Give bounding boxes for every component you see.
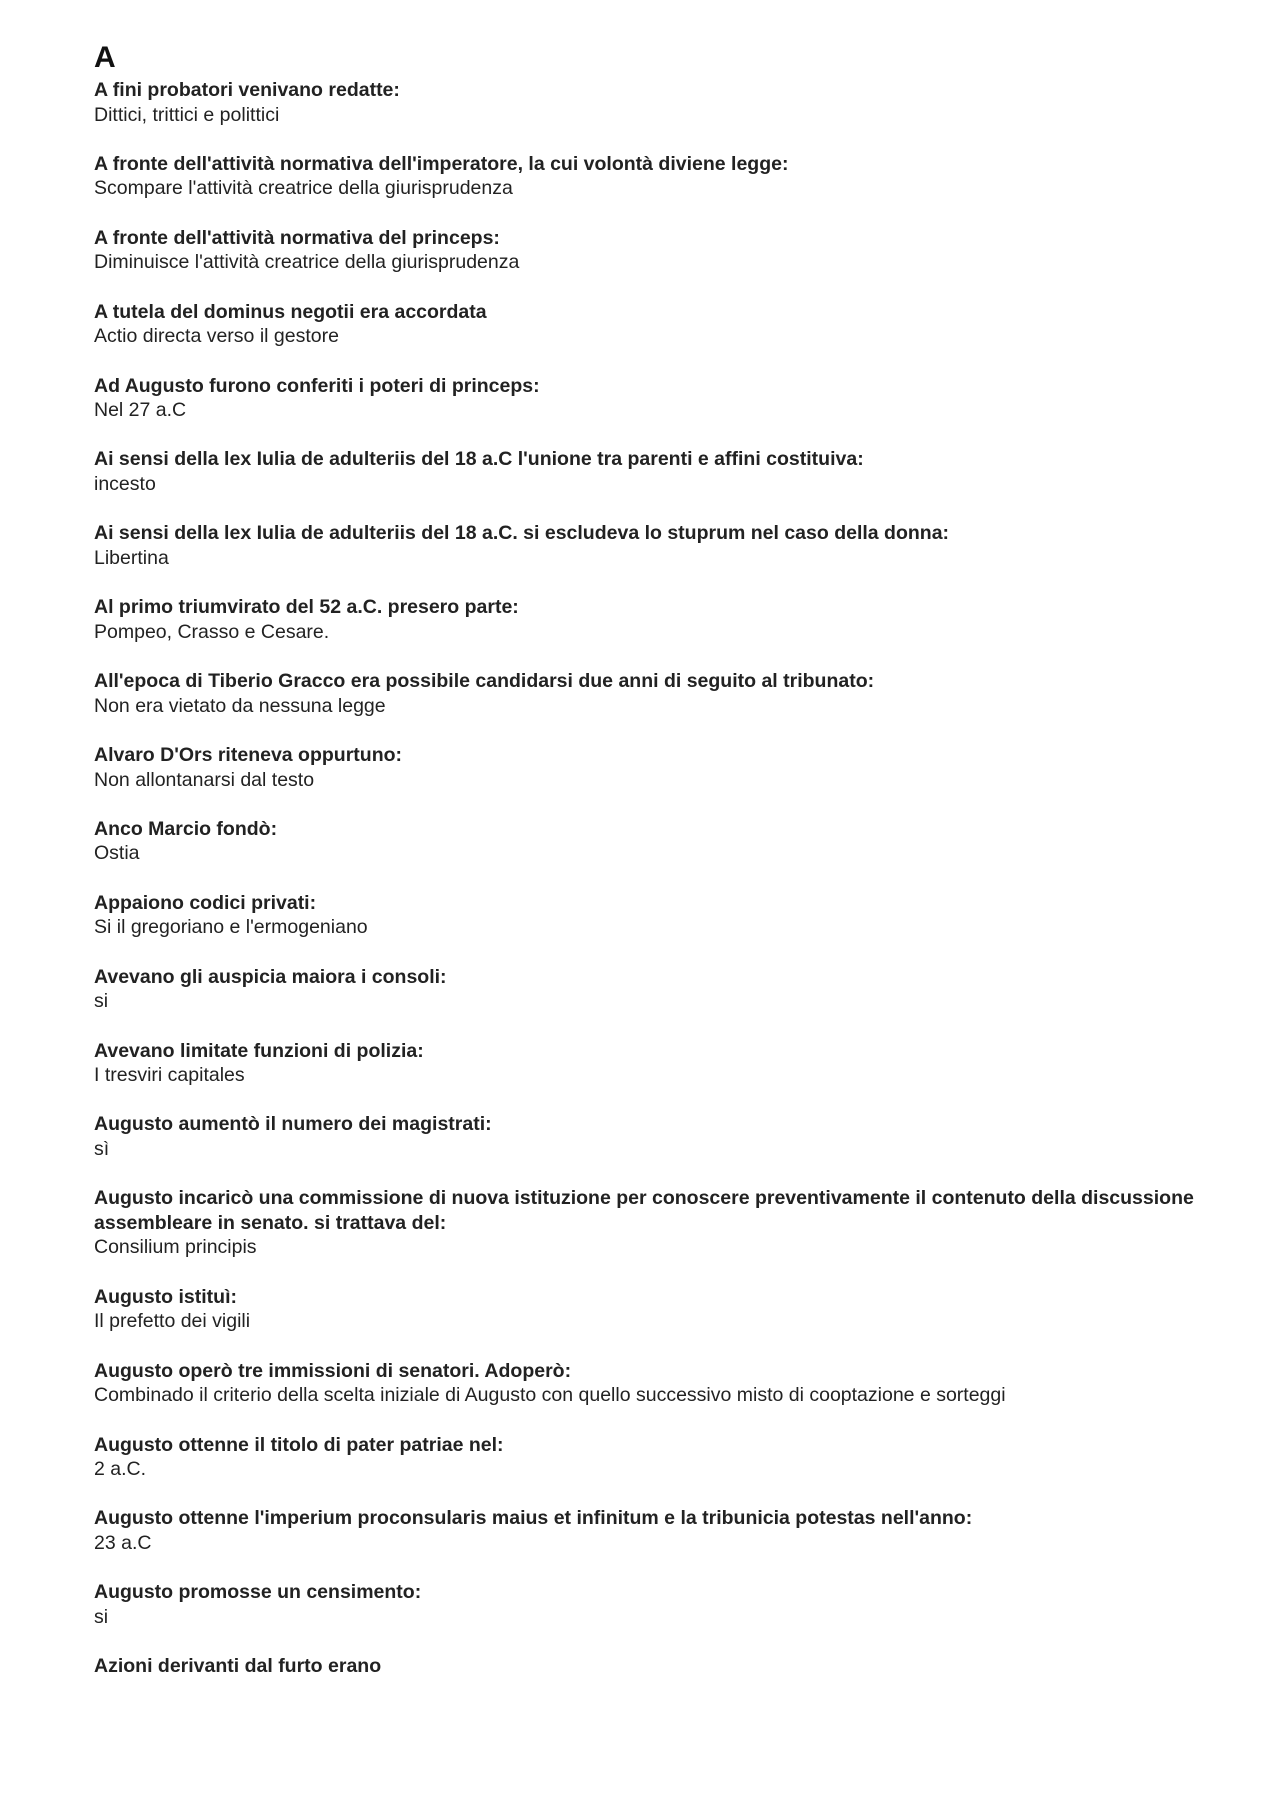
qa-entry [94, 1186, 1214, 1260]
question-text: All'epoca di Tiberio Gracco era possibile candidarsi due anni di seguito al tribunato: [94, 670, 875, 693]
qa-entry [94, 521, 1214, 570]
question-text: Augusto incaricò una commissione di nuova istituzione per conoscere preventivamente il contenuto della discussione assembleare in senato. si trattava del: [94, 1187, 1194, 1234]
question-text: Anco Marcio fondò: [94, 817, 278, 840]
answer-text: Ostia [94, 842, 140, 865]
qa-entry [94, 300, 1214, 349]
answer-text: Non allontanarsi dal testo [94, 768, 315, 791]
answer-text: incesto [94, 472, 156, 495]
qa-entry [94, 152, 1214, 201]
qa-entry [94, 447, 1214, 496]
question-text: A fronte dell'attività normativa del princeps: [94, 226, 500, 249]
qa-entry [94, 1506, 1214, 1555]
question-text: Al primo triumvirato del 52 a.C. presero parte: [94, 596, 519, 619]
question-text: Appaiono codici privati: [94, 891, 317, 914]
answer-text: Pompeo, Crasso e Cesare. [94, 620, 330, 643]
question-text: Avevano gli auspicia maiora i consoli: [94, 965, 447, 988]
answer-text: 23 a.C [94, 1531, 152, 1554]
answer-text: I tresviri capitales [94, 1064, 245, 1087]
qa-list [94, 78, 1214, 1679]
question-text: A fronte dell'attività normativa dell'imperatore, la cui volontà diviene legge: [94, 152, 789, 175]
answer-text: 2 a.C. [94, 1458, 147, 1481]
qa-entry [94, 1359, 1214, 1408]
question-text: A fini probatori venivano redatte: [94, 79, 400, 101]
qa-entry [94, 965, 1214, 1014]
qa-entry [94, 817, 1214, 866]
answer-text: Scompare l'attività creatrice della giurisprudenza [94, 177, 513, 200]
qa-entry [94, 669, 1214, 718]
question-text: Augusto istituì: [94, 1285, 237, 1308]
qa-entry [94, 1433, 1214, 1482]
answer-text: Diminuisce l'attività creatrice della giurisprudenza [94, 251, 520, 274]
answer-text: si [94, 990, 109, 1013]
question-text: Augusto ottenne il titolo di pater patriae nel: [94, 1433, 504, 1456]
question-text: Augusto promosse un censimento: [94, 1581, 422, 1604]
answer-text: si [94, 1605, 109, 1628]
answer-text: Actio directa verso il gestore [94, 325, 339, 348]
answer-text: Nel 27 a.C [94, 399, 187, 422]
qa-entry [94, 1654, 1214, 1679]
qa-entry [94, 595, 1214, 644]
document-page [94, 40, 1214, 1704]
answer-text: Combinado il criterio della scelta iniziale di Augusto con quello successivo misto di cooptazione e sorteggi [94, 1384, 1006, 1407]
question-text: Augusto operò tre immissioni di senatori. Adoperò: [94, 1359, 572, 1382]
question-text: Augusto aumentò il numero dei magistrati: [94, 1113, 492, 1136]
question-text: Ai sensi della lex Iulia de adulteriis del 18 a.C l'unione tra parenti e affini costituiva: [94, 448, 864, 471]
question-text: Alvaro D'Ors riteneva oppurtuno: [94, 744, 403, 767]
answer-text: Non era vietato da nessuna legge [94, 694, 386, 717]
question-text: Avevano limitate funzioni di polizia: [94, 1039, 424, 1062]
answer-text: Il prefetto dei vigili [94, 1310, 251, 1333]
question-text: A tutela del dominus negotii era accordata [94, 300, 487, 323]
question-text: Azioni derivanti dal furto erano [94, 1655, 382, 1678]
answer-text: sì [94, 1137, 110, 1160]
qa-entry [94, 1039, 1214, 1088]
question-text: Ai sensi della lex Iulia de adulteriis del 18 a.C. si escludeva lo stuprum nel caso della donna: [94, 522, 950, 545]
qa-entry [94, 1112, 1214, 1161]
qa-entry [94, 743, 1214, 792]
question-text: Augusto ottenne l'imperium proconsularis maius et infinitum e la tribunicia potestas nell'anno: [94, 1507, 973, 1530]
answer-text: Consilium principis [94, 1236, 257, 1259]
qa-entry [94, 1580, 1214, 1629]
answer-text: Si il gregoriano e l'ermogeniano [94, 916, 368, 939]
answer-text: Libertina [94, 546, 169, 569]
qa-entry [94, 1285, 1214, 1334]
qa-entry [94, 226, 1214, 275]
qa-entry [94, 374, 1214, 423]
question-text: Ad Augusto furono conferiti i poteri di princeps: [94, 374, 540, 397]
qa-entry [94, 78, 1214, 127]
qa-entry [94, 891, 1214, 940]
section-letter-heading: A [94, 41, 116, 74]
answer-text: Dittici, trittici e polittici [94, 103, 280, 126]
